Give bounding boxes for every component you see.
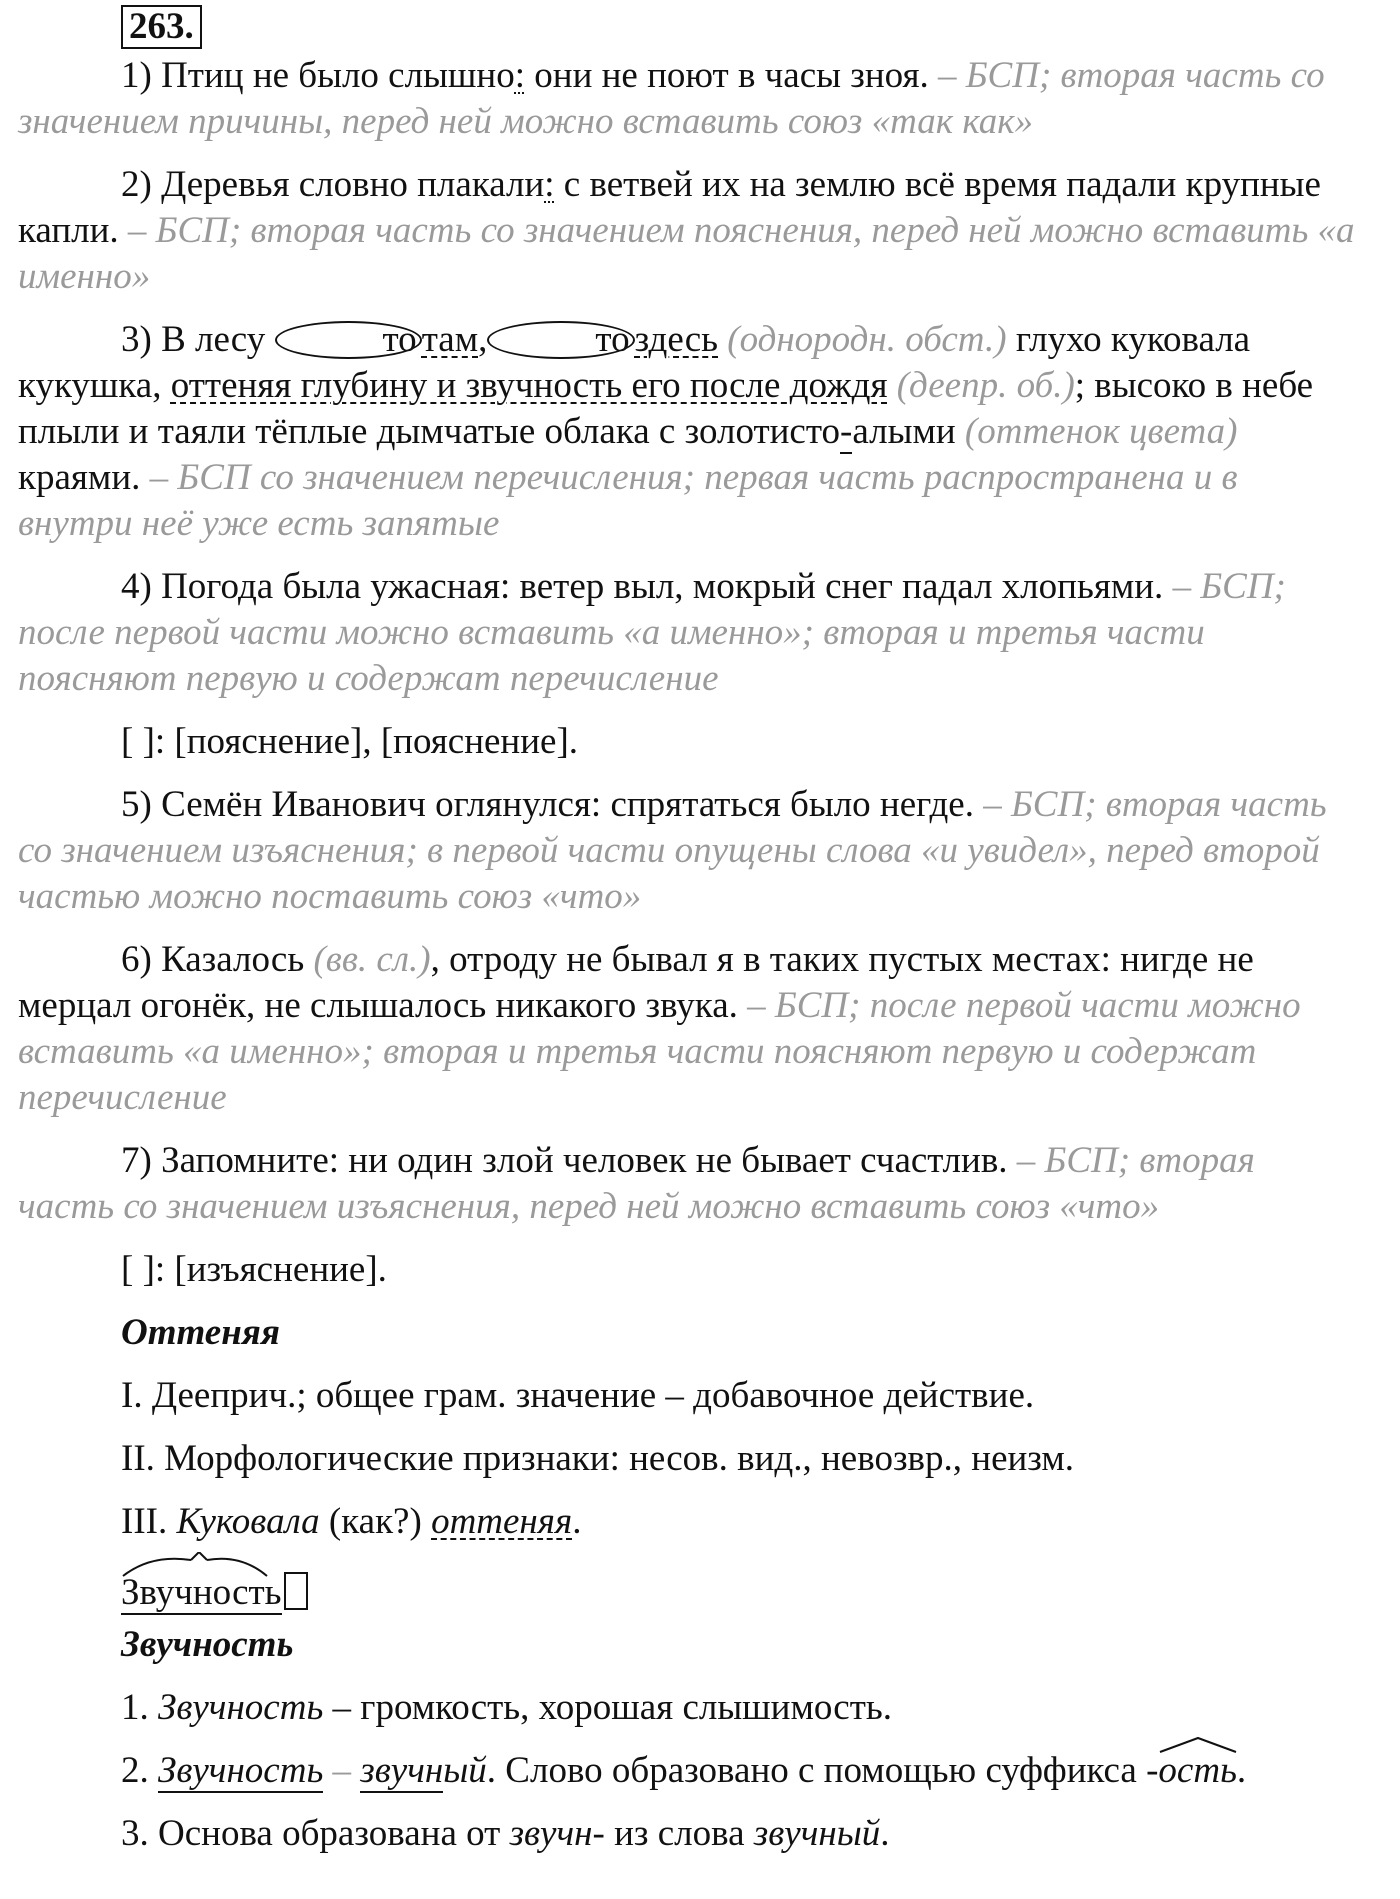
s1-note: – БСП; вторая часть со значением причины, перед ней можно вставить союз «так как» (18, 55, 1325, 142)
s2-colon: : (544, 164, 555, 205)
iii-participle: оттеняя (431, 1501, 573, 1542)
s7-note: – БСП; вторая часть со значением изъяснения, перед ней можно вставить союз «что» (18, 1140, 1255, 1227)
s3-note-2: (деепр. об.) (887, 365, 1075, 406)
s1-main-a: 1) Птиц не было слышно (121, 55, 515, 96)
l2-end: . (1236, 1750, 1247, 1791)
sentence-2 (18, 162, 1358, 300)
s3-note-1: (однородн. обст.) (718, 319, 1016, 360)
iii-prefix: III. (121, 1501, 177, 1542)
s1-colon: : (514, 55, 526, 96)
l2-dash: – (323, 1750, 361, 1791)
l2-prefix: 2. (121, 1750, 158, 1791)
l3-text-2: - из слова (592, 1813, 754, 1854)
ending-box (284, 1572, 308, 1610)
s3-participle-phrase: оттеняя глубину и звучность его после дождя (170, 365, 888, 406)
suffix-arc (1158, 1736, 1238, 1754)
l1-prefix: 1. (121, 1687, 158, 1728)
zvuchnost-line-2 (18, 1748, 1358, 1794)
l2-word-2-end: ый (443, 1750, 487, 1791)
s5-note: – БСП; вторая часть со значением изъяснения; в первой части опущены слова «и увидел», перед второй частью можно поставить союз «что» (18, 784, 1327, 917)
s2-main-b: с ветвей их на землю всё время падали крупные капли. (18, 164, 1321, 251)
l3-end: . (880, 1813, 890, 1854)
s3-part-2: глухо куковала кукушка, (18, 319, 1251, 406)
morpheme-diagram (18, 1552, 1358, 1616)
s3-part-4: алыми (852, 411, 965, 452)
iii-end: . (572, 1501, 582, 1542)
s3-comma: , (478, 319, 488, 360)
s3-part-5: краями. (18, 457, 150, 498)
s6-part-2: , отроду не бывал я в таких пустых местах: нигде не мерцал огонёк, не слышалось никакого звука. (18, 939, 1254, 1026)
s3-part-3: ; высоко в небе плыли и таяли тёплые дымчатые облака с золотисто (18, 365, 1314, 452)
s7-main: 7) Запомните: ни один злой человек не бывает счастлив. (121, 1140, 1017, 1181)
s3-tam: там (421, 319, 479, 360)
ottenyaya-point-3 (18, 1499, 1358, 1545)
scheme-4: [ ]: [пояснение], [пояснение]. (121, 721, 579, 762)
iii-word: Куковала (176, 1501, 320, 1542)
sentence-1 (18, 53, 1358, 145)
s2-main-a: 2) Деревья словно плакали (121, 164, 545, 205)
sentence-5 (18, 782, 1358, 920)
s3-conj-to-2: то (487, 321, 634, 359)
s6-part-1: 6) Казалось (121, 939, 314, 980)
l3-text-1: 3. Основа образована от (121, 1813, 510, 1854)
sentence-3 (18, 317, 1358, 547)
l2-word-1: Звучность (158, 1750, 324, 1791)
s3-hyphen: - (840, 411, 853, 452)
s1-main-b: они не поют в часы зноя. (525, 55, 938, 96)
s2-note: – БСП; вторая часть со значением пояснения, перед ней можно вставить «а именно» (18, 210, 1355, 297)
morpheme-word: Звучность (121, 1572, 282, 1613)
l2-word-2-stem: звучн (360, 1750, 444, 1791)
root-suffix-arcs (121, 1552, 271, 1578)
s3-part-1: 3) В лесу (121, 319, 275, 360)
s5-main: 5) Семён Иванович оглянулся: спрятаться было негде. (121, 784, 984, 825)
sentence-6 (18, 937, 1358, 1121)
l3-stem: звучн (509, 1813, 593, 1854)
l2-suffix: ость (1158, 1750, 1237, 1791)
morpheme-word-wrap (121, 1552, 282, 1616)
iii-question: (как?) (319, 1501, 432, 1542)
ottenyaya-point-1: I. Дееприч.; общее грам. значение – добавочное действие. (121, 1375, 1035, 1416)
s3-note-3: (оттенок цвета) (964, 411, 1238, 452)
sentence-4 (18, 564, 1358, 702)
zvuchnost-heading: Звучность (121, 1624, 294, 1665)
s3-conj-to-1: то (275, 321, 422, 359)
l3-word: звучный (753, 1813, 881, 1854)
page (18, 4, 1358, 1874)
s4-main: 4) Погода была ужасная: ветер выл, мокрый снег падал хлопьями. (121, 566, 1173, 607)
l1-definition: – громкость, хорошая слышимость. (323, 1687, 893, 1728)
scheme-7: [ ]: [изъяснение]. (121, 1249, 387, 1290)
task-number: 263. (121, 5, 202, 49)
s3-zdes: здесь (634, 319, 719, 360)
ottenyaya-point-2: II. Морфологические признаки: несов. вид., невозвр., неизм. (121, 1438, 1075, 1479)
l2-text: . Слово образовано с помощью суффикса - (486, 1750, 1159, 1791)
s6-note-1: (вв. сл.) (313, 939, 431, 980)
ottenyaya-heading: Оттеняя (121, 1312, 280, 1353)
zvuchnost-line-3 (18, 1811, 1358, 1857)
zvuchnost-line-1 (18, 1685, 1358, 1731)
sentence-7 (18, 1138, 1358, 1230)
s3-note: – БСП со значением перечисления; первая часть распространена и в внутри неё уже есть запятые (18, 457, 1238, 544)
l1-word: Звучность (158, 1687, 324, 1728)
s6-note: – БСП; после первой части можно вставить «а именно»; вторая и третья части поясняют первую и содержат перечисление (18, 985, 1301, 1118)
s4-note: – БСП; после первой части можно вставить «а именно»; вторая и третья части поясняют первую и содержат перечисление (18, 566, 1286, 699)
l2-suffix-wrap (1158, 1748, 1236, 1794)
